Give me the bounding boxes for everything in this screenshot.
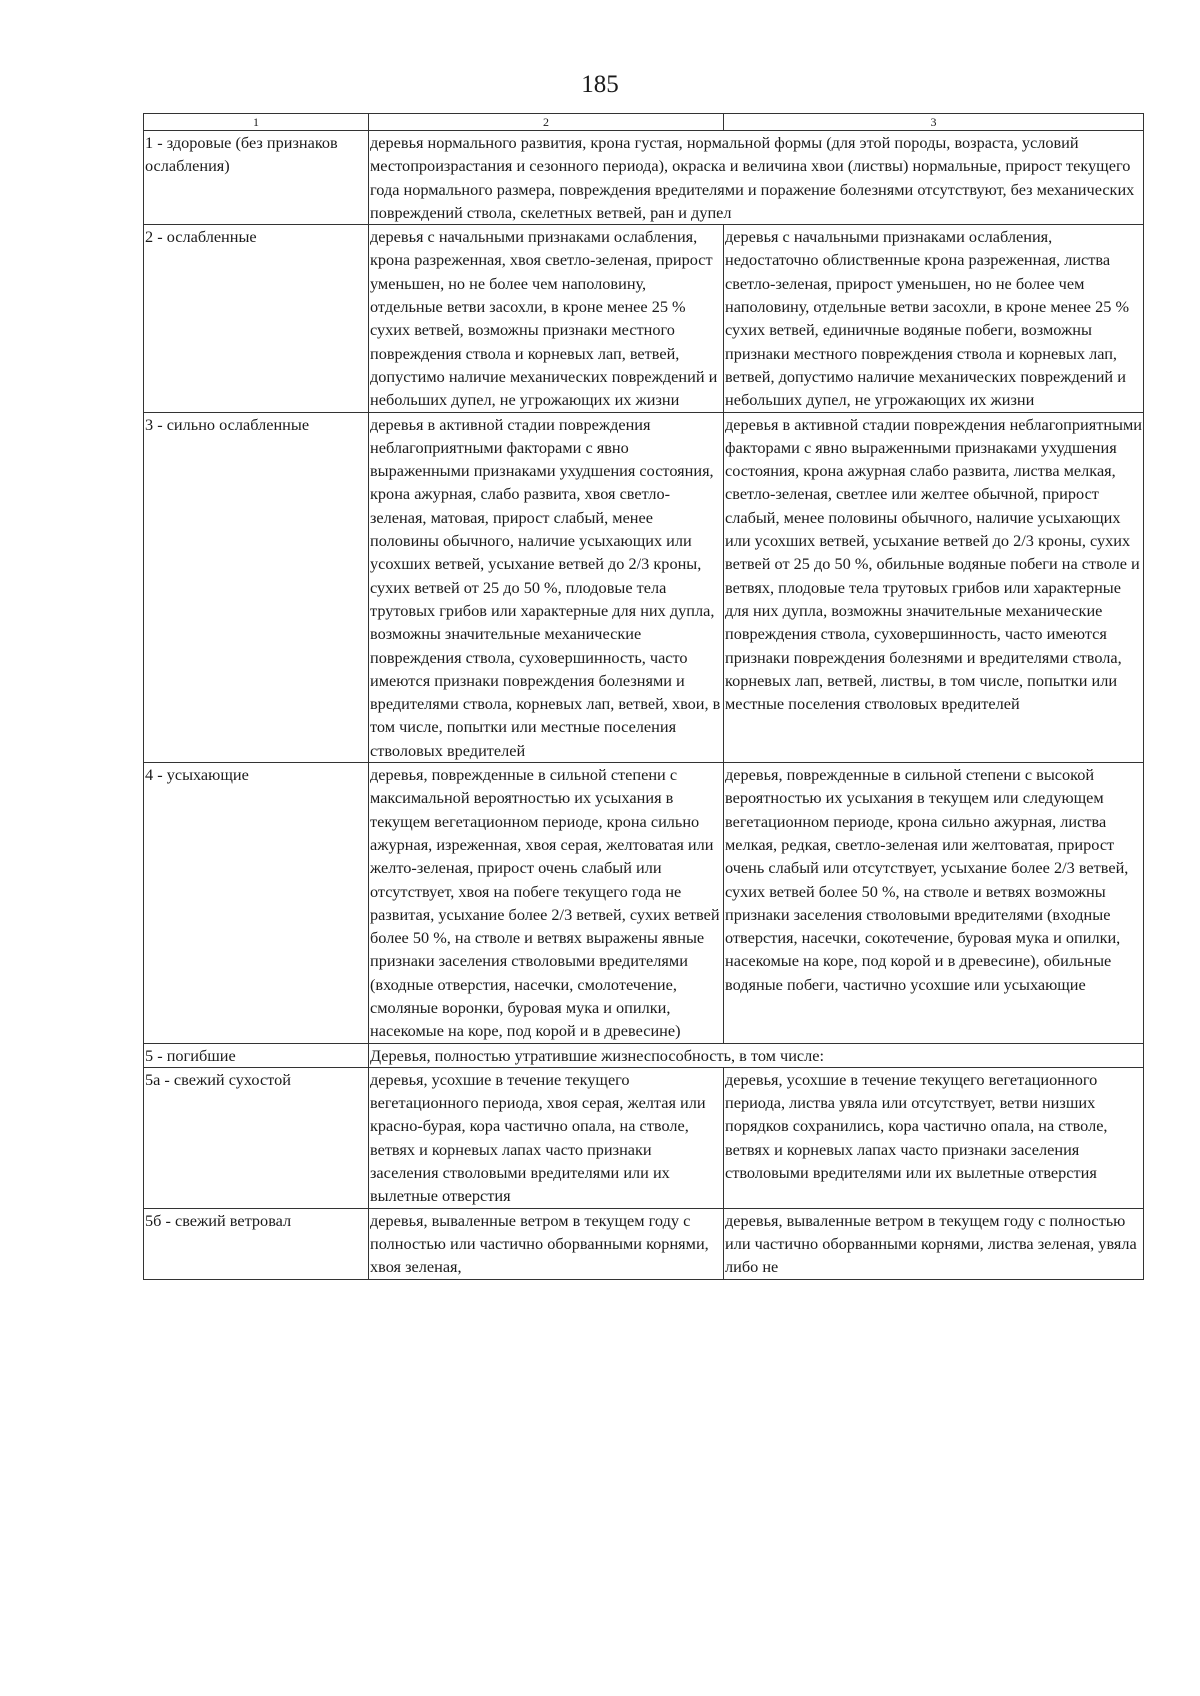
conifer-description-cell: деревья с начальными признаками ослабления, крона разреженная, хвоя светло-зеленая, прирост уменьшен, но не более чем наполовину, отдельные ветви засохли, в кроне менее 25 % сухих ветвей, возможны признаки местного повреждения ствола и корневых лап, ветвей, допустимо наличие механических повреждений и небольших дупел, не угрожающих их жизни <box>369 225 724 412</box>
category-cell: 5б - свежий ветровал <box>144 1208 369 1279</box>
category-cell: 2 - ослабленные <box>144 225 369 412</box>
table-header-row <box>144 114 1144 131</box>
deciduous-description-cell: деревья с начальными признаками ослабления, недостаточно облиственные крона разреженная, листва светло-зеленая, прирост уменьшен, но не более чем наполовину, отдельные ветви засохли, в кроне менее 25 % сухих ветвей, единичные водяные побеги, возможны признаки местного повреждения ствола и корневых лап, ветвей, допустимо наличие механических повреждений и небольших дупел, не угрожающих их жизни <box>724 225 1144 412</box>
conifer-description-cell: деревья, вываленные ветром в текущем году с полностью или частично оборванными корнями, хвоя зеленая, <box>369 1208 724 1279</box>
description-merged-cell: деревья нормального развития, крона густая, нормальной формы (для этой породы, возраста, условий местопроизрастания и сезонного периода), окраска и величина хвои (листвы) нормальные, прирост текущего года нормального размера, повреждения вредителями и поражение болезнями отсутствуют, без механических повреждений ствола, скелетных ветвей, ран и дупел <box>369 131 1144 225</box>
category-cell: 5 - погибшие <box>144 1043 369 1067</box>
deciduous-description-cell: деревья, усохшие в течение текущего вегетационного периода, листва увяла или отсутствует, ветви низших порядков сохранились, кора частично опала, на стволе, ветвях и корневых лапах часто признаки заселения стволовыми вредителями или их вылетные отверстия <box>724 1067 1144 1208</box>
category-cell: 4 - усыхающие <box>144 763 369 1044</box>
conifer-description-cell: деревья, поврежденные в сильной степени с максимальной вероятностью их усыхания в текущем вегетационном периоде, крона сильно ажурная, изреженная, хвоя серая, желтоватая или желто-зеленая, прирост очень слабый или отсутствует, хвоя на побеге текущего года не развитая, усыхание более 2/3 ветвей, сухих ветвей более 50 %, на стволе и ветвях выражены явные признаки заселения стволовыми вредителями (входные отверстия, насечки, смолотечение, смоляные воронки, буровая мука и опилки, насекомые на коре, под корой и в древесине) <box>369 763 724 1044</box>
tree-condition-table <box>143 113 1144 1280</box>
category-cell: 3 - сильно ослабленные <box>144 412 369 762</box>
deciduous-description-cell: деревья, поврежденные в сильной степени с высокой вероятностью их усыхания в текущем или следующем вегетационном периоде, крона сильно ажурная, листва мелкая, редкая, светло-зеленая или желтоватая, прирост очень слабый или отсутствует, усыхание более 2/3 ветвей, сухих ветвей более 50 %, на стволе и ветвях возможны признаки заселения стволовыми вредителями (входные отверстия, насечки, сокотечение, буровая мука и опилки, насекомые на коре, под корой и в древесине), обильные водяные побеги, частично усохшие или усыхающие <box>724 763 1144 1044</box>
table-row <box>144 1067 1144 1208</box>
conifer-description-cell: деревья, усохшие в течение текущего вегетационного периода, хвоя серая, желтая или красно-бурая, кора частично опала, на стволе, ветвях и корневых лапах часто признаки заселения стволовыми вредителями или их вылетные отверстия <box>369 1067 724 1208</box>
conifer-description-cell: деревья в активной стадии повреждения неблагоприятными факторами с явно выраженными признаками ухудшения состояния, крона ажурная, слабо развита, хвоя светло-зеленая, матовая, прирост слабый, менее половины обычного, наличие усыхающих или усохших ветвей, усыхание ветвей до 2/3 кроны, сухих ветвей от 25 до 50 %, плодовые тела трутовых грибов или характерные для них дупла, возможны значительные механические повреждения ствола, суховершинность, часто имеются признаки повреждения болезнями и вредителями ствола, корневых лап, ветвей, хвои, в том числе, попытки или местные поселения стволовых вредителей <box>369 412 724 762</box>
table-row <box>144 131 1144 225</box>
column-header-1: 1 <box>144 114 369 131</box>
description-merged-cell: Деревья, полностью утратившие жизнеспособность, в том числе: <box>369 1043 1144 1067</box>
category-cell: 5а - свежий сухостой <box>144 1067 369 1208</box>
table-row <box>144 412 1144 762</box>
deciduous-description-cell: деревья в активной стадии повреждения неблагоприятными факторами с явно выраженными признаками ухудшения состояния, крона ажурная слабо развита, листва мелкая, светло-зеленая, светлее или желтее обычной, прирост слабый, менее половины обычного, наличие усыхающих или усохших ветвей, усыхание ветвей до 2/3 кроны, сухих ветвей от 25 до 50 %, обильные водяные побеги на стволе и ветвях, плодовые тела трутовых грибов или характерные для них дупла, возможны значительные механические повреждения ствола, суховершинность, часто имеются признаки повреждения болезнями и вредителями ствола, корневых лап, ветвей, листвы, в том числе, попытки или местные поселения стволовых вредителей <box>724 412 1144 762</box>
category-cell: 1 - здоровые (без признаков ослабления) <box>144 131 369 225</box>
page-number: 185 <box>581 71 619 98</box>
deciduous-description-cell: деревья, вываленные ветром в текущем году с полностью или частично оборванными корнями, листва зеленая, увяла либо не <box>724 1208 1144 1279</box>
table-row <box>144 225 1144 412</box>
column-header-3: 3 <box>724 114 1144 131</box>
column-header-2: 2 <box>369 114 724 131</box>
table-row <box>144 1043 1144 1067</box>
table-row <box>144 763 1144 1044</box>
table-row <box>144 1208 1144 1279</box>
